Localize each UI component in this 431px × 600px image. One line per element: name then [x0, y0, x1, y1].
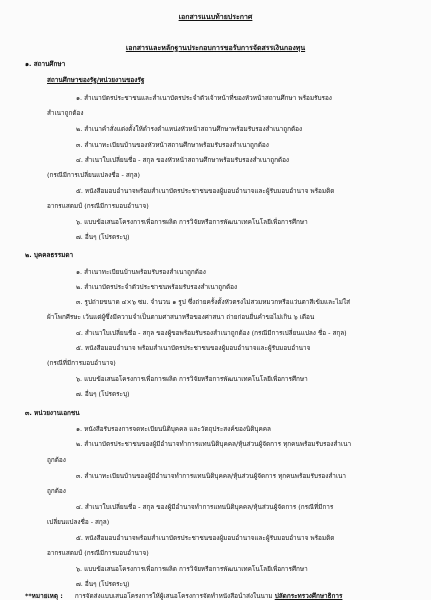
footnote — [25, 592, 342, 600]
list-item: อากรแสตมป์ (กรณีมีการมอบอำนาจ) — [47, 549, 149, 557]
section-1-heading: ๑. สถานศึกษา — [25, 60, 66, 68]
list-item: ๔. สำเนาใบเปลี่ยนชื่อ - สกุล ของผู้ขอพร้อมรับรองสำเนาถูกต้อง (กรณีมีการเปลี่ยนแปลง ชื่อ - สกุล) — [76, 329, 347, 337]
document-subtitle: เอกสารและหลักฐานประกอบการขอรับการจัดสรรเงินกองทุน — [125, 44, 306, 52]
list-item: ๓. สำเนาทะเบียนบ้านของหัวหน้าสถานศึกษาพร้อมรับรองสำเนาถูกต้อง — [76, 141, 269, 149]
list-item: ๑. สำเนาบัตรประชาชนและสำเนาบัตรประจำตัวเจ้าหน้าที่ของหัวหน้าสถานศึกษา พร้อมรับรอง — [76, 94, 332, 102]
list-item: สำเนาถูกต้อง — [47, 109, 84, 117]
list-item: ๒. สำเนาคำสั่งแต่งตั้งให้ดำรงตำแหน่งหัวหน้าสถานศึกษาพร้อมรับรองสำเนาถูกต้อง — [76, 125, 303, 133]
footnote-recipient: ปลัดกระทรวงศึกษาธิการ — [274, 592, 343, 600]
document-title: เอกสารแนบท้ายประกาศ — [178, 13, 253, 21]
list-item: อากรแสตมป์ (กรณีมีการมอบอำนาจ) — [47, 202, 149, 210]
list-item: ถูกต้อง — [47, 456, 66, 464]
list-item: ๗. อื่นๆ (โปรดระบุ) — [76, 580, 130, 588]
list-item: ๖. แบบข้อเสนอโครงการเพื่อการผลิต การวิจัยหรือการพัฒนาเทคโนโลยีเพื่อการศึกษา — [76, 565, 308, 573]
section-2-heading: ๒. บุคคลธรรมดา — [25, 251, 74, 259]
list-item: ๕. หนังสือมอบอำนาจ พร้อมสำเนาบัตรประชาชนของผู้มอบอำนาจและผู้รับมอบอำนาจ — [76, 344, 311, 352]
list-item: ๑. สำเนาทะเบียนบ้านพร้อมรับรองสำเนาถูกต้อง — [76, 268, 206, 276]
list-item: ถูกต้อง — [47, 487, 66, 495]
list-item: (กรณีมีการเปลี่ยนแปลงชื่อ - สกุล) — [47, 171, 141, 179]
footnote-label: **หมายเหตุ : — [25, 592, 63, 600]
list-item: ๕. หนังสือมอบอำนาจพร้อมสำเนาบัตรประชาชนของผู้มอบอำนาจและผู้รับมอบอำนาจ พร้อมติด — [76, 187, 335, 195]
list-item: ๒. สำเนาบัตรประจำตัวประชาชนพร้อมรับรองสำเนาถูกต้อง — [76, 283, 238, 291]
list-item: ๒. สำเนาบัตรประชาชนของผู้มีอำนาจทำการแทนนิติบุคคล/หุ้นส่วนผู้จัดการ ทุกคนพร้อมรับรองสำเนา — [76, 440, 352, 448]
list-item: ๓. สำเนาทะเบียนบ้านของผู้มีอำนาจทำการแทนนิติบุคคล/หุ้นส่วนผู้จัดการ ทุกคนพร้อมรับรองสำเนา — [76, 472, 347, 480]
list-item: (กรณีที่มีการมอบอำนาจ) — [47, 359, 116, 367]
list-item: ๔. สำเนาใบเปลี่ยนชื่อ - สกุล ของผู้มีอำนาจทำการแทนนิติบุคคล/หุ้นส่วนผู้จัดการ (กรณีที่มีการ — [76, 503, 334, 511]
list-item: ๕. หนังสือมอบอำนาจพร้อมสำเนาบัตรประชาชนของผู้มอบอำนาจและผู้รับมอบอำนาจ พร้อมติด — [76, 534, 335, 542]
list-item: เปลี่ยนแปลงชื่อ - สกุล) — [47, 518, 110, 526]
list-item: ๔. สำเนาใบเปลี่ยนชื่อ - สกุล ของหัวหน้าสถานศึกษาพร้อมรับรองสำเนาถูกต้อง — [76, 156, 290, 164]
section-3-heading: ๓. หน่วยงานเอกชน — [25, 409, 80, 417]
list-item: ๗. อื่นๆ (โปรดระบุ) — [76, 390, 130, 398]
list-item: ๓. รูปถ่ายขนาด ๔×๖ ซม. จำนวน ๑ รูป ซึ่งถ่ายครั้งตั้งหัวตรงไม่สวมหมวกหรือแว่นตาสีเข้มและไม่ใส่ — [76, 298, 350, 306]
list-item: ๗. อื่นๆ (โปรดระบุ) — [76, 233, 130, 241]
list-item: ๖. แบบข้อเสนอโครงการเพื่อการผลิต การวิจัยหรือการพัฒนาเทคโนโลยีเพื่อการศึกษา — [76, 375, 308, 383]
list-item: ผ้าโพกศีรษะ เว้นแต่ผู้ซึ่งมีความจำเป็นตามศาสนาหรือของศาสนา ถ่ายก่อนยื่นคำขอไม่เกิน ๖ เดือน — [47, 313, 315, 321]
footnote-text: การจัดส่งแบบเสนอโครงการให้ผู้เสนอโครงการจัดทำหนังสือนำส่งในนาม — [74, 592, 273, 600]
list-item: ๑. หนังสือรับรองการจดทะเบียนนิติบุคคล และวัตถุประสงค์ของนิติบุคคล — [76, 425, 271, 433]
list-item: ๖. แบบข้อเสนอโครงการเพื่อการผลิต การวิจัยหรือการพัฒนาเทคโนโลยีเพื่อการศึกษา — [76, 218, 308, 226]
section-1-subheading: สถานศึกษาของรัฐ/หน่วยงานของรัฐ — [47, 76, 145, 84]
